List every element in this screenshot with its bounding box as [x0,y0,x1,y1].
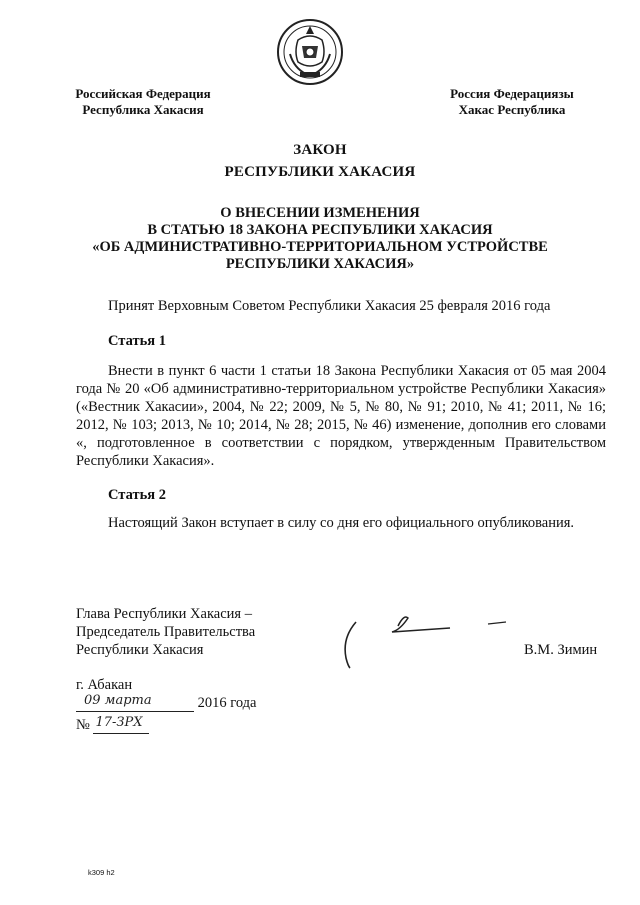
signatory-position-line2: Председатель Правительства [76,624,256,640]
number-underline [93,717,149,734]
coat-of-arms-emblem [276,18,344,86]
signatory-position-line1: Глава Республики Хакасия – [76,606,252,622]
article2-text: Настоящий Закон вступает в силу со дня его официального опубликования. [108,515,575,531]
law-title: ЗАКОН [293,142,347,158]
law-subject-line4: РЕСПУБЛИКИ ХАКАСИЯ» [225,256,415,272]
number-handwritten: 17-ЗРХ [95,715,143,730]
article1-text: Внести в пункт 6 части 1 статьи 18 Закона Республики Хакасия от 05 мая 2004 года № 20 «Об административно-территориальном устройстве Республики Хакасия» («Вестник Хакасии», 2004, № 22; 2009, № 5, № 80, № 91; 2010, № 41; 2011, № 16; 2012, № 103; 2013, № 10; 2014, № 28; 2015, № 46) изменение, дополнив его словами «, подготовленное в соответствии с порядком, утвержденным Правительством Республики Хакасия». [76,363,606,469]
header-right-line1: Россия Федерациязы [450,86,574,101]
header-left-line2: Республика Хакасия [82,102,204,117]
article2-heading: Статья 2 [108,487,166,503]
header-left [58,86,228,118]
date-line [76,694,336,714]
number-label: № [76,717,90,733]
header-right-line2: Хакас Республика [458,102,566,117]
city: г. Абакан [76,677,133,693]
law-subject-line3: «ОБ АДМИНИСТРАТИВНО-ТЕРРИТОРИАЛЬНОМ УСТРОЙСТВЕ [92,239,548,255]
date-handwritten: 09 марта [84,693,152,708]
year: 2016 года [197,695,257,711]
law-subject-line1: О ВНЕСЕНИИ ИЗМЕНЕНИЯ [220,205,420,221]
adopted-statement: Принят Верховным Советом Республики Хакасия 25 февраля 2016 года [108,298,551,314]
signatory-position-line3: Республики Хакасия [76,642,204,658]
signatory-position [76,605,255,659]
law-subject [60,205,580,273]
number-line [76,716,276,736]
header-right [432,86,592,118]
law-title-republic: РЕСПУБЛИКИ ХАКАСИЯ [224,164,416,180]
article1-heading: Статья 1 [108,333,166,349]
handwritten-signature [338,608,518,672]
signatory-name: В.М. Зимин [524,642,598,658]
law-subject-line2: В СТАТЬЮ 18 ЗАКОНА РЕСПУБЛИКИ ХАКАСИЯ [147,222,493,238]
footer-code: k309 h2 [88,868,115,877]
header-left-line1: Российская Федерация [75,86,211,101]
date-underline [76,695,194,712]
